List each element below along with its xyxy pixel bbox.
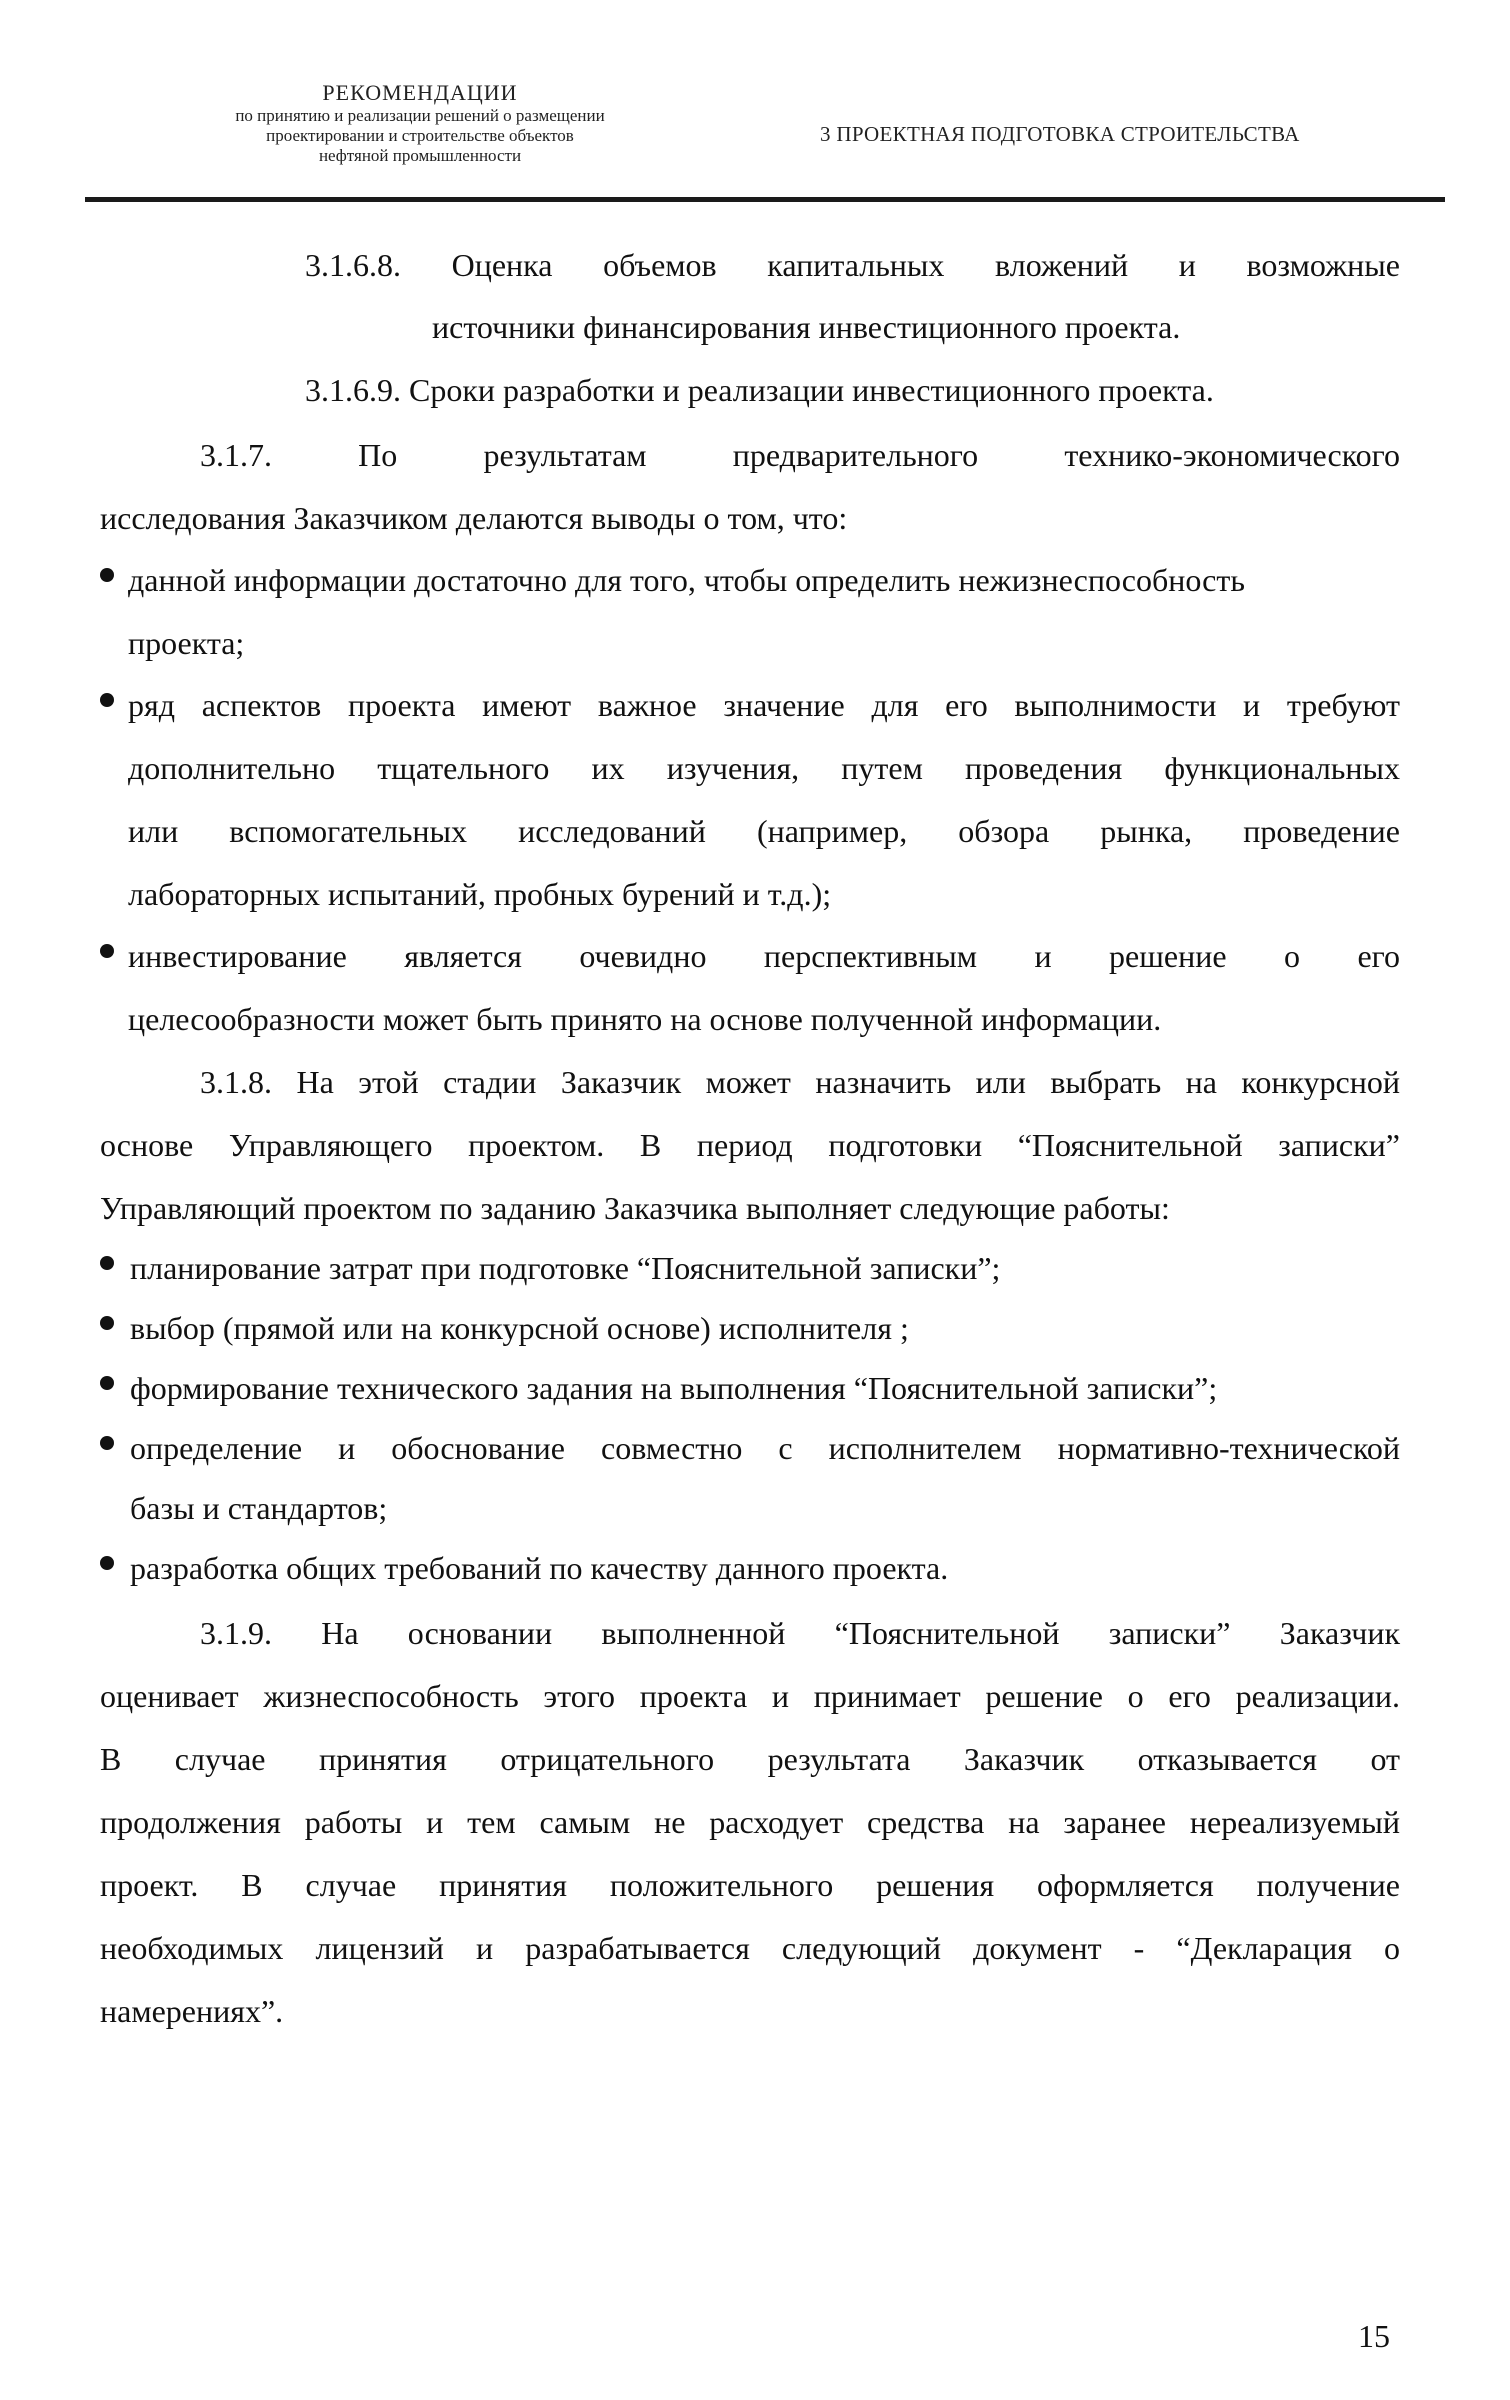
bullet-317-line: проекта; xyxy=(128,625,245,661)
bullet-317-line: данной информации достаточно для того, чтобы определить нежизнеспособность xyxy=(128,562,1245,598)
header-section-title: 3 ПРОЕКТНАЯ ПОДГОТОВКА СТРОИТЕЛЬСТВА xyxy=(820,122,1300,146)
para-319-line: продолжения работы и тем самым не расходует средства на заранее нереализуемый xyxy=(100,1804,1400,1840)
bullet-318-line: выбор (прямой или на конкурсной основе) исполнителя ; xyxy=(130,1310,909,1346)
bullet-318-line: базы и стандартов; xyxy=(130,1490,388,1526)
header-rule xyxy=(85,197,1445,202)
bullet-dot xyxy=(100,1436,114,1450)
bullet-dot xyxy=(100,693,114,707)
bullet-317-line: целесообразности может быть принято на основе полученной информации. xyxy=(128,1001,1162,1037)
header-subtitle-line: нефтяной промышленности xyxy=(318,146,522,165)
para-318-line: основе Управляющего проектом. В период подготовки “Пояснительной записки” xyxy=(100,1127,1400,1163)
bullet-318-line: определение и обоснование совместно с исполнителем нормативно-технической xyxy=(130,1430,1400,1466)
bullet-317-line: инвестирование является очевидно перспективным и решение о его xyxy=(128,938,1400,974)
page-number: 15 xyxy=(1358,2318,1390,2354)
para-319-line: необходимых лицензий и разрабатывается следующий документ - “Декларация о xyxy=(100,1930,1400,1966)
header-title: РЕКОМЕНДАЦИИ xyxy=(322,80,518,105)
header-left-block xyxy=(120,80,720,166)
para-319-line: 3.1.9. На основании выполненной “Пояснительной записки” Заказчик xyxy=(200,1615,1400,1651)
item-3169-line: 3.1.6.9. Сроки разработки и реализации инвестиционного проекта. xyxy=(305,372,1214,408)
item-3168-line: источники финансирования инвестиционного проекта. xyxy=(432,309,1181,345)
para-317-line: исследования Заказчиком делаются выводы о том, что: xyxy=(100,500,848,536)
para-319-line: В случае принятия отрицательного результата Заказчик отказывается от xyxy=(100,1741,1400,1777)
bullet-317-line: ряд аспектов проекта имеют важное значение для его выполнимости и требуют xyxy=(128,687,1400,723)
para-319-line: намерениях”. xyxy=(100,1993,284,2029)
bullet-dot xyxy=(100,944,114,958)
bullet-318-line: планирование затрат при подготовке “Пояснительной записки”; xyxy=(130,1250,1001,1286)
bullet-dot xyxy=(100,1376,114,1390)
para-319-line: проект. В случае принятия положительного решения оформляется получение xyxy=(100,1867,1400,1903)
para-318-line: Управляющий проектом по заданию Заказчика выполняет следующие работы: xyxy=(100,1190,1170,1226)
bullet-dot xyxy=(100,1316,114,1330)
bullet-dot xyxy=(100,1256,114,1270)
bullet-318-line: формирование технического задания на выполнения “Пояснительной записки”; xyxy=(130,1370,1218,1406)
bullet-dot xyxy=(100,568,114,582)
bullet-dot xyxy=(100,1556,114,1570)
bullet-318-line: разработка общих требований по качеству данного проекта. xyxy=(130,1550,949,1586)
bullet-317-line: дополнительно тщательного их изучения, путем проведения функциональных xyxy=(128,750,1400,786)
para-318-line: 3.1.8. На этой стадии Заказчик может назначить или выбрать на конкурсной xyxy=(200,1064,1400,1100)
para-317-line: 3.1.7. По результатам предварительного технико-экономического xyxy=(200,437,1400,473)
header-subtitle-line: по принятию и реализации решений о размещении xyxy=(235,106,605,125)
bullet-317-line: или вспомогательных исследований (например, обзора рынка, проведение xyxy=(128,813,1400,849)
header-subtitle-line: проектировании и строительстве объектов xyxy=(266,126,574,145)
bullet-317-line: лабораторных испытаний, пробных бурений и т.д.); xyxy=(128,876,832,912)
item-3168-line: 3.1.6.8. Оценка объемов капитальных вложений и возможные xyxy=(305,247,1400,283)
para-319-line: оценивает жизнеспособность этого проекта и принимает решение о его реализации. xyxy=(100,1678,1400,1714)
